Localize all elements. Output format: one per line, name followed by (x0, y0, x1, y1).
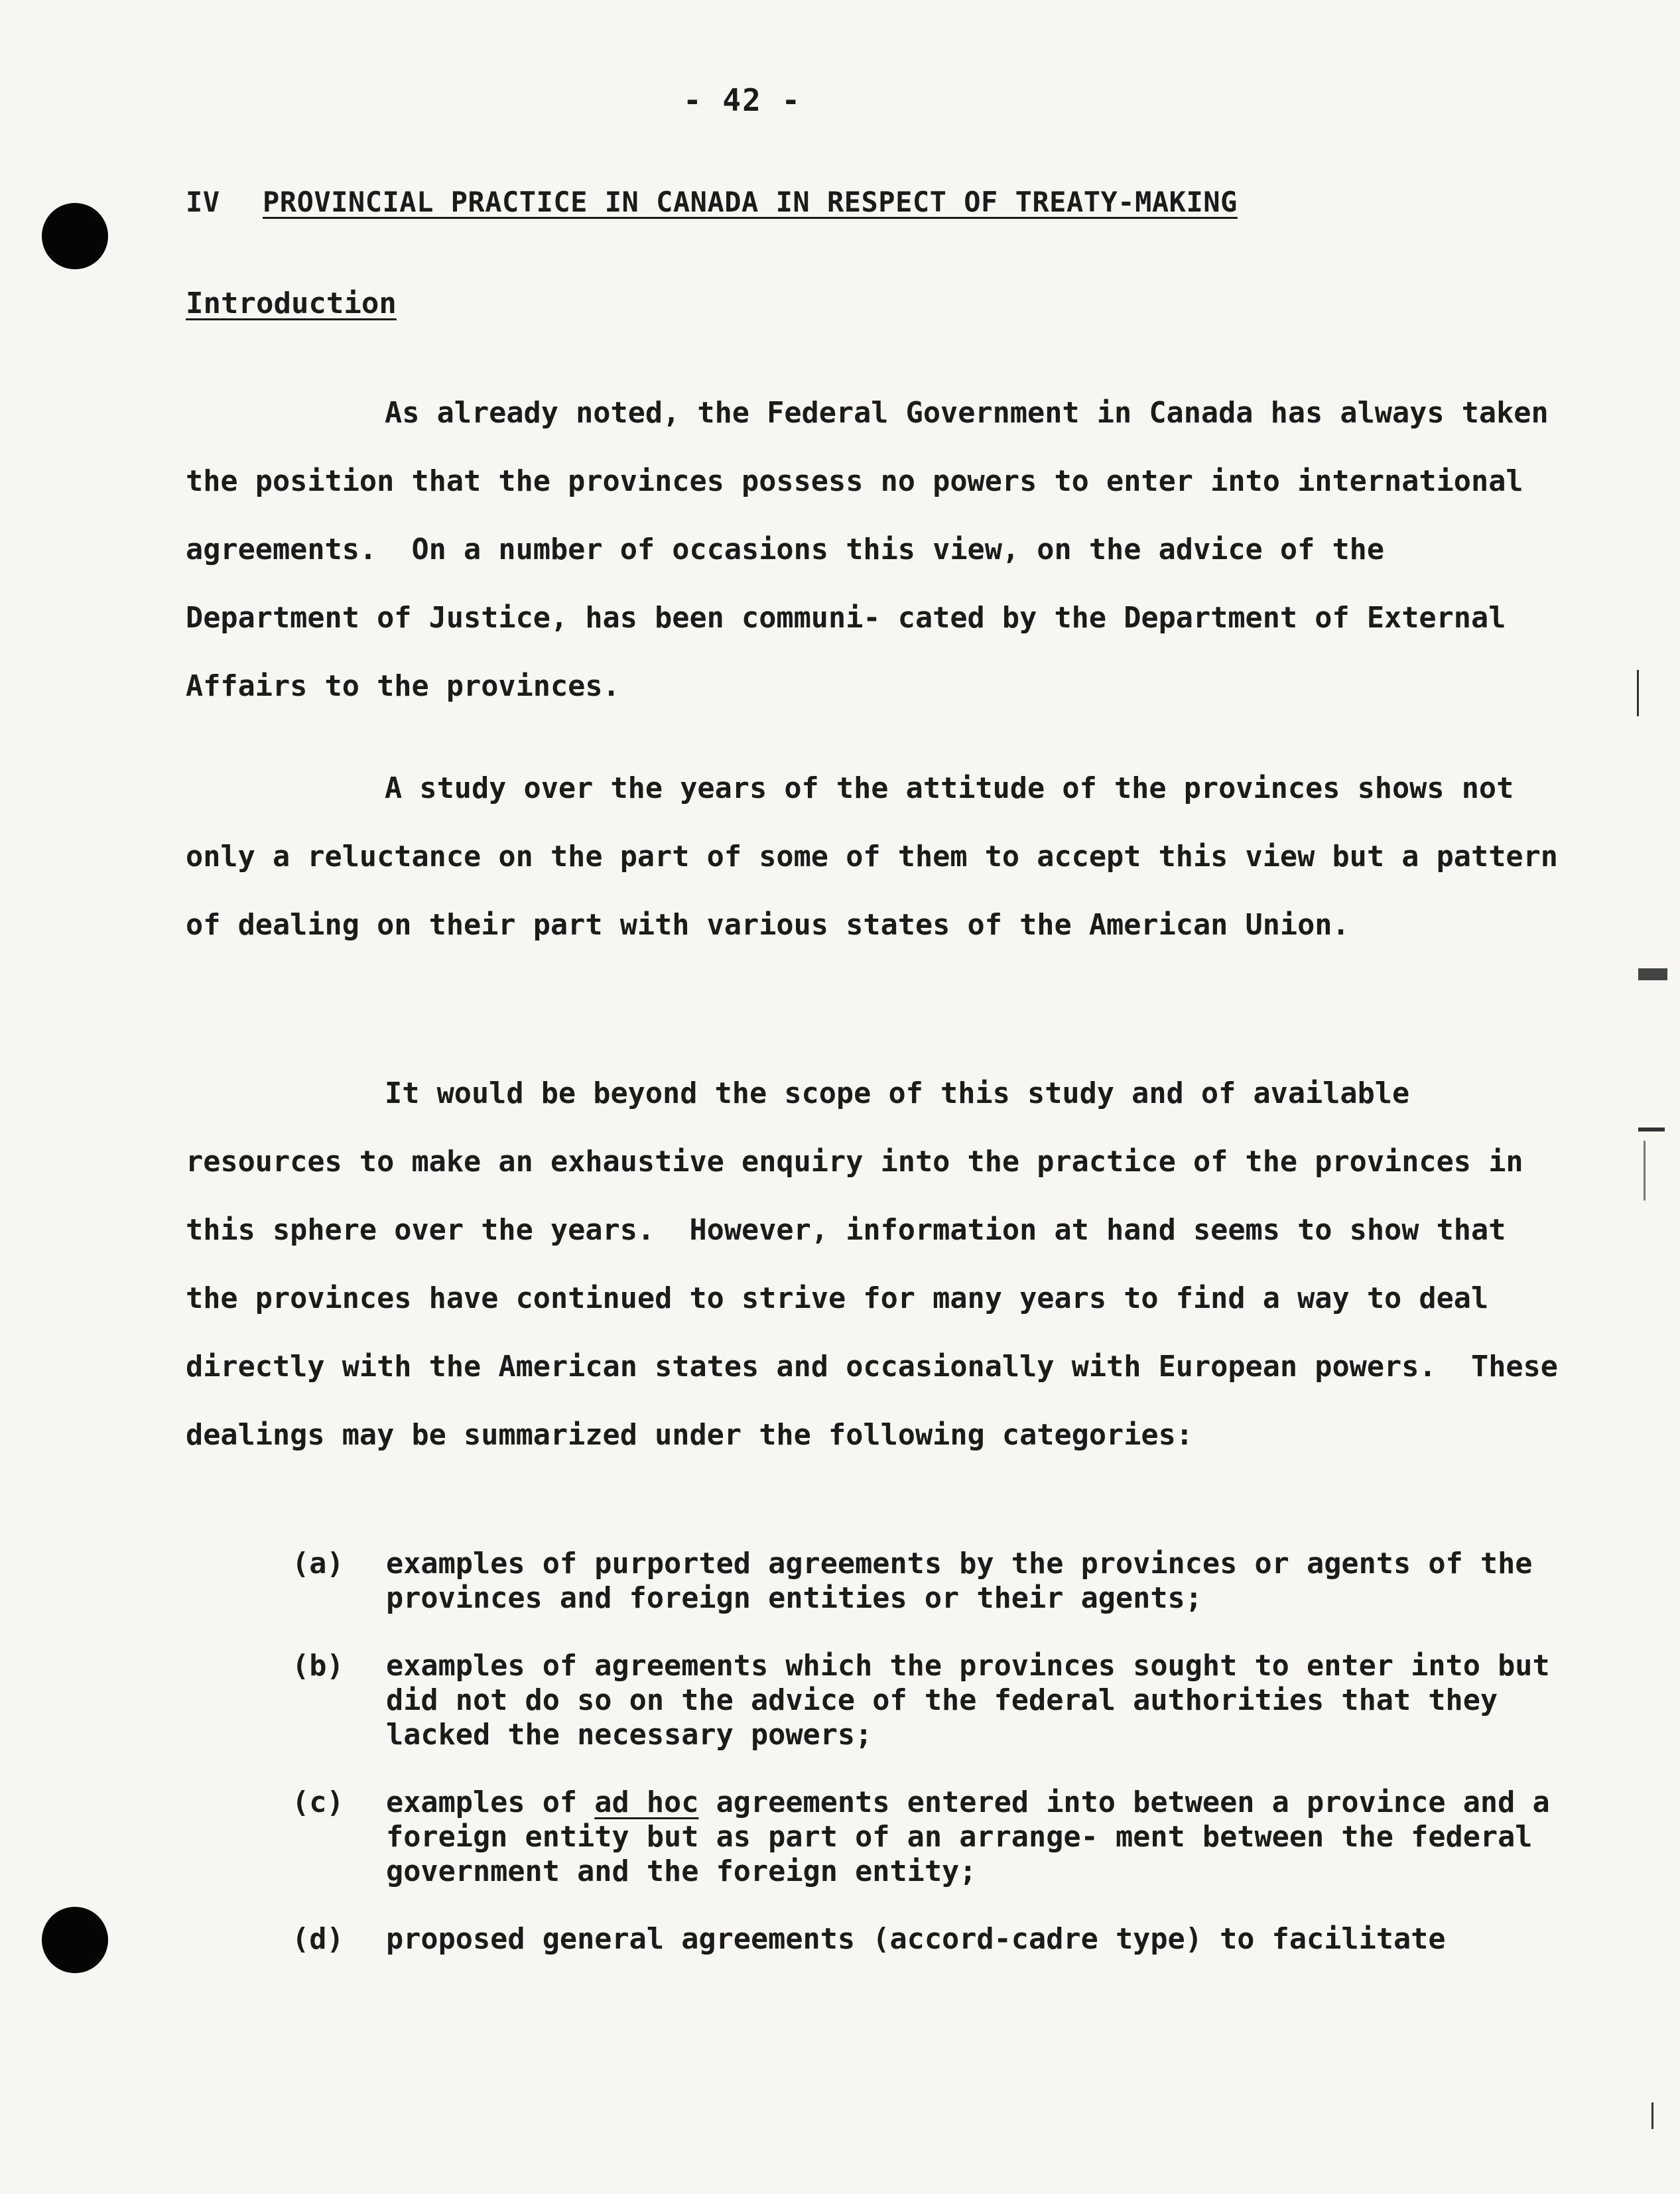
body-paragraph-1: As already noted, the Federal Government in Canada has always taken the position that the provinces possess no powers to enter into international agreements. On a number of occasions this view, on the advice of the Department of Justice, has been communi- cated by the Department of External Affairs to the provinces. (186, 397, 1566, 703)
list-item (292, 1785, 1612, 1889)
list-item (292, 1547, 1612, 1616)
list-item-text: examples of agreements which the provinces sought to enter into but did not do so on the advice of the federal authorities that they lacked the necessary powers; (386, 1649, 1567, 1752)
list-item-text-before: examples of (386, 1786, 595, 1819)
scan-edge-mark (1651, 2102, 1653, 2129)
category-list (292, 1547, 1612, 1990)
list-item-marker: (a) (292, 1547, 344, 1581)
subsection-heading: Introduction (186, 287, 397, 320)
section-numeral: IV (186, 186, 220, 218)
scan-edge-mark (1638, 1128, 1665, 1131)
section-heading (186, 186, 1238, 218)
scan-edge-mark (1644, 1141, 1646, 1200)
punch-hole-bottom (42, 1907, 108, 1973)
body-paragraph-2: A study over the years of the attitude of the provinces shows not only a reluctance on the part of some of them to accept this view but a pattern of dealing on their part with various states of the American Union. (186, 772, 1576, 942)
list-item-text: examples of purported agreements by the provinces or agents of the provinces and foreign entities or their agents; (386, 1547, 1550, 1615)
scan-edge-mark (1638, 968, 1667, 980)
underlined-term: ad hoc (594, 1786, 699, 1819)
list-item-marker: (b) (292, 1649, 344, 1683)
scan-edge-mark (1637, 670, 1639, 716)
list-item (292, 1922, 1612, 1957)
list-item-text (386, 1785, 1612, 1889)
page-number: - 42 - (683, 82, 802, 118)
body-paragraph-3: It would be beyond the scope of this study and of available resources to make an exhaustive enquiry into the practice of the provinces in this sphere over the years. However, information at hand seems to show that the provinces have continued to strive for many years to find a way to deal directly with the American states and occasionally with European powers. These dealings may be summarized under the following categories: (186, 1077, 1576, 1452)
list-item-marker: (d) (292, 1923, 344, 1956)
list-item-text-after: agreements entered into between a province and a foreign entity but as part of an arrange- ment between the federal government and the foreign entity; (386, 1786, 1567, 1888)
list-item-marker: (c) (292, 1786, 344, 1819)
punch-hole-top (42, 203, 108, 269)
section-title: PROVINCIAL PRACTICE IN CANADA IN RESPECT OF TREATY-MAKING (263, 186, 1238, 218)
list-item-text: proposed general agreements (accord-cadre type) to facilitate (386, 1923, 1446, 1956)
list-item (292, 1649, 1612, 1752)
